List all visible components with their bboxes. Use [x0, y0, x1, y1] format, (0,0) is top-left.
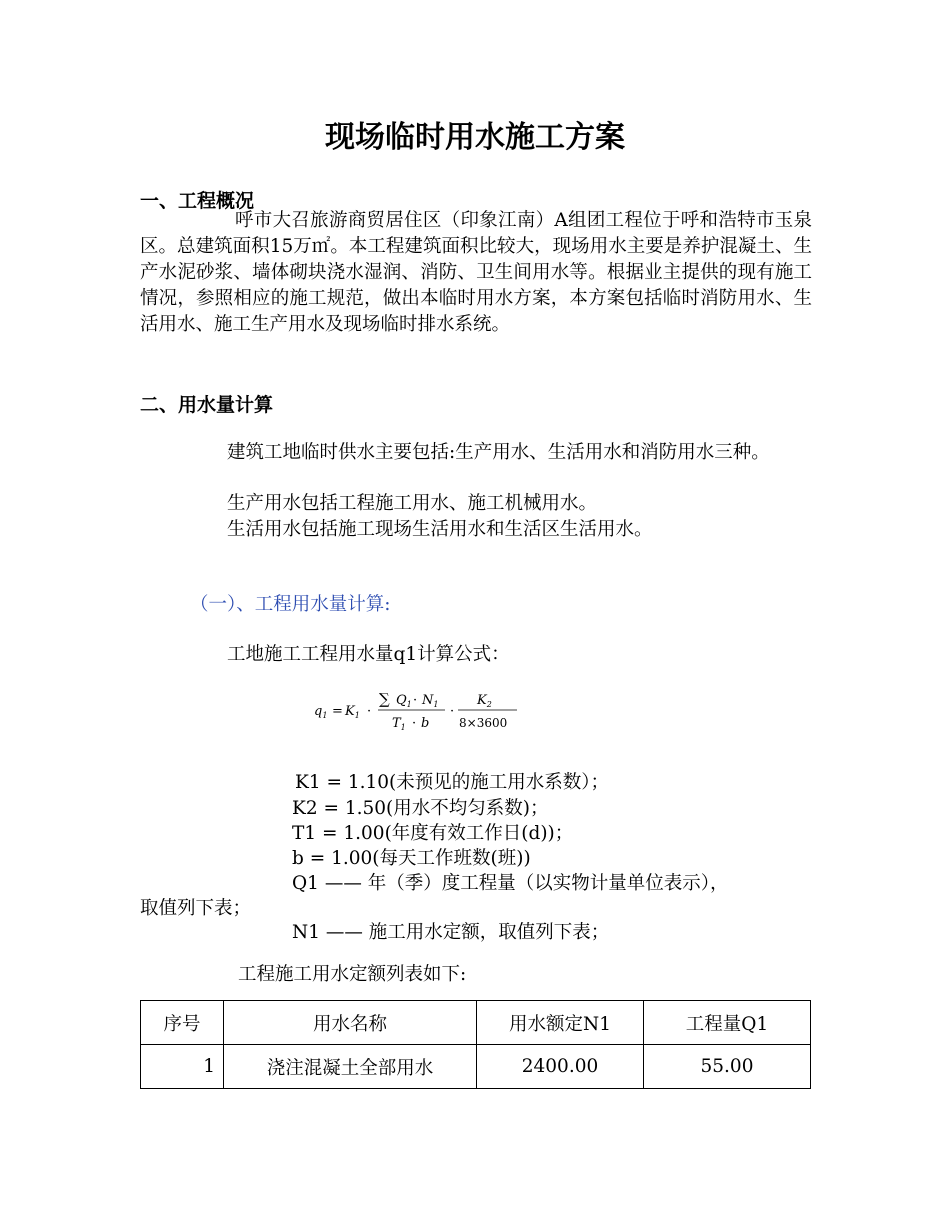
table-caption: 工程施工用水定额列表如下: [238, 964, 467, 985]
param-b: b = 1.00(每天工作班数(班)) [292, 848, 531, 869]
svg-text:K1: $K_1$ [345, 704, 360, 720]
cell-water-name: 浇注混凝土全部用水 [224, 1045, 477, 1089]
section-heading-overview: 一、工程概况 [140, 190, 255, 212]
param-q1: Q1 —— 年（季）度工程量（以实物计量单位表示）， [292, 873, 729, 894]
header-quota-n1: 用水额定N1 [477, 1001, 644, 1045]
overview-paragraph: 呼市大召旅游商贸居住区（印象江南）A组团工程位于呼和浩特市玉泉区。总建筑面积15万㎡。本工程建筑面积比较大，现场用水主要是养护混凝土、生产水泥砂浆、墙体砌块浇水湿润、消防、卫生间用水等。根据业主提供的现有施工情况，参照相应的施工规范，做出本临时用水方案，本方案包括临时消防用水、生活用水、施工生产用水及现场临时排水系统。 [140, 210, 812, 335]
document-title: 现场临时用水施工方案 [325, 120, 625, 155]
svg-text:b: b [421, 716, 430, 731]
living-water-line: 生活用水包括施工现场生活用水和生活区生活用水。 [227, 519, 653, 540]
svg-text:T1: $T_1$ [392, 716, 406, 732]
water-formula [312, 685, 522, 735]
formula-caption: 工地施工工程用水量q1计算公式： [227, 644, 510, 665]
production-water-line: 生产用水包括工程施工用水、施工机械用水。 [227, 493, 598, 514]
svg-text:q1: $q_1$ [314, 704, 328, 720]
param-q1-continued: 取值列下表； [140, 898, 252, 919]
svg-text:8×3600: 8×3600 [459, 716, 508, 730]
svg-text:N1: $N_1$ [422, 693, 439, 709]
svg-text:∑: ∑ [379, 690, 390, 708]
param-k2: K2 = 1.50(用水不均匀系数)； [292, 798, 549, 819]
cell-quantity-q1: 55.00 [644, 1045, 811, 1089]
svg-text:·: · [450, 704, 455, 719]
header-water-name: 用水名称 [224, 1001, 477, 1045]
cell-index: 1 [141, 1045, 224, 1089]
header-index: 序号 [141, 1001, 224, 1045]
svg-text:Q1: $Q_1$ [396, 693, 412, 709]
param-k1: K1 = 1.10(未预见的施工用水系数）； [295, 772, 610, 793]
svg-text:·: · [367, 704, 372, 719]
table-row [141, 1045, 811, 1089]
water-quota-table [140, 1000, 811, 1089]
svg-text:K2: $K_2$ [477, 693, 492, 709]
svg-text:·: · [413, 693, 418, 708]
section-heading-water-calc: 二、用水量计算 [140, 394, 274, 416]
svg-text:·: · [412, 716, 417, 731]
cell-quota-n1: 2400.00 [477, 1045, 644, 1089]
param-n1: N1 —— 施工用水定额，取值列下表； [292, 922, 610, 943]
subsection-heading-engineering-water: （一）、工程用水量计算: [190, 594, 391, 615]
svg-text:=: = [332, 704, 343, 719]
supply-intro-paragraph: 建筑工地临时供水主要包括:生产用水、生活用水和消防用水三种。 [227, 442, 770, 463]
table-header-row [141, 1001, 811, 1045]
header-quantity-q1: 工程量Q1 [644, 1001, 811, 1045]
param-t1: T1 = 1.00(年度有效工作日(d))； [292, 823, 574, 844]
